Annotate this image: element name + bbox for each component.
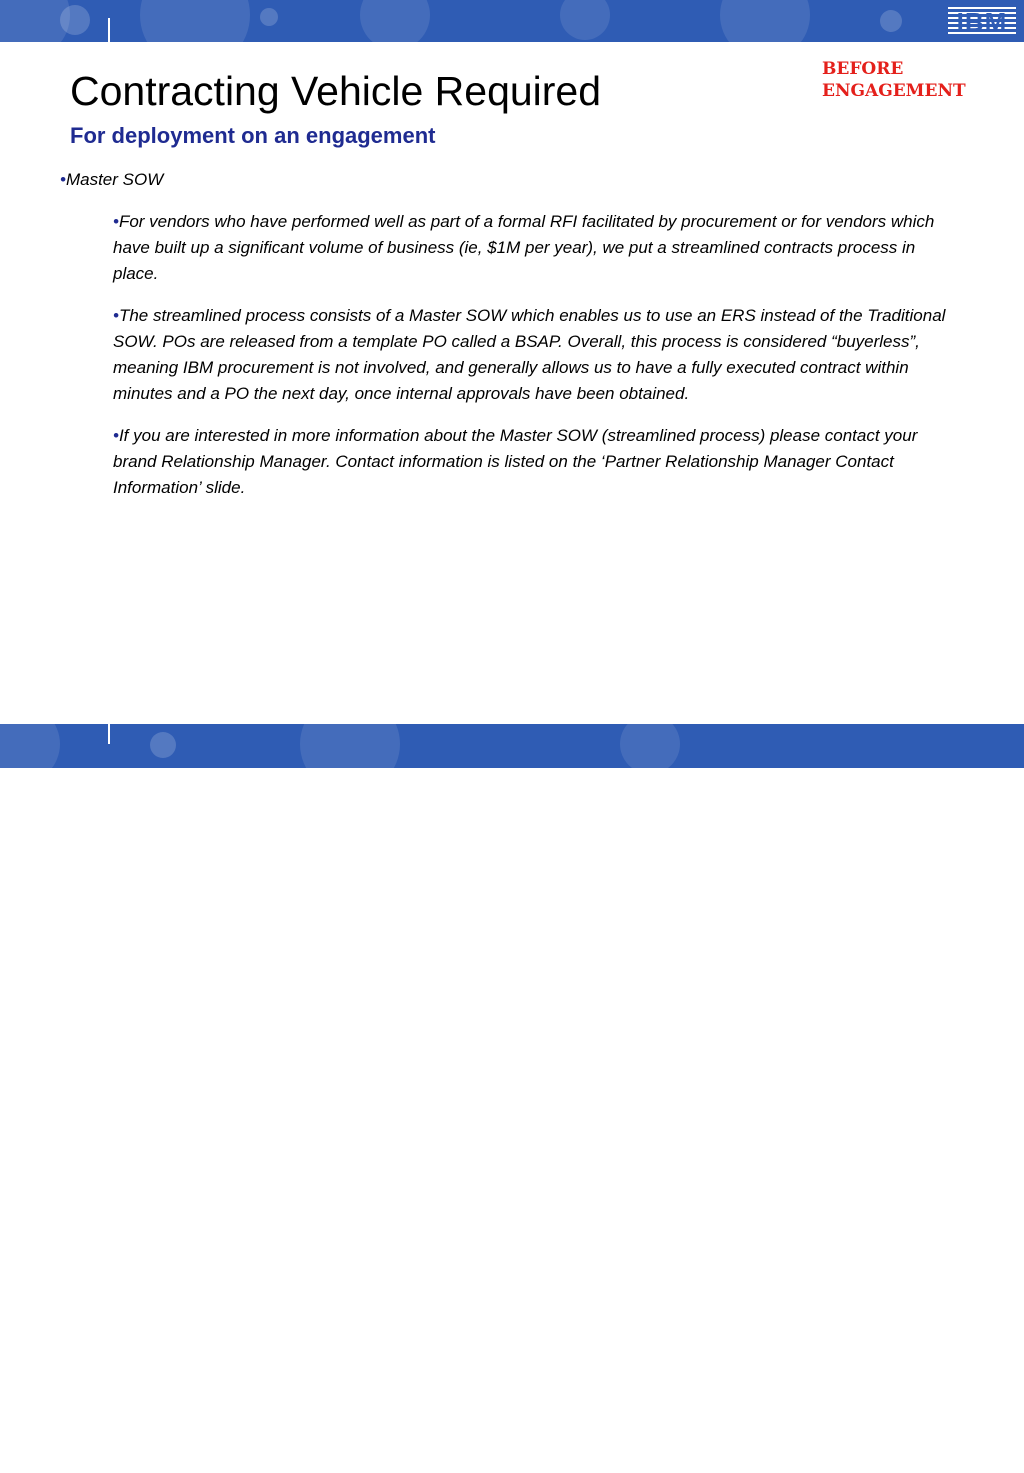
sub-bullet [113,303,948,407]
bullet-list [60,170,960,517]
bullet-dot-icon: • [113,306,119,325]
header-band [0,0,1024,42]
slide-subtitle: For deployment on an engagement [70,123,436,148]
sub-bullet-text: For vendors who have performed well as part of a formal RFI facilitated by procurement or for vendors which have built up a significant volume of business (ie, $1M per year), we put a streamlined contracts process in place. [113,212,935,283]
bullet-dot-icon: • [113,426,119,445]
sub-bullet [113,209,948,287]
sub-bullet-text: The streamlined process consists of a Master SOW which enables us to use an ERS instead of the Traditional SOW. POs are released from a template PO called a BSAP. Overall, this process is considered “buyerless”, meaning IBM procurement is not involved, and generally allows us to have a fully executed contract within minutes and a PO the next day, once internal approvals have been obtained. [113,306,946,403]
ibm-logo [948,4,1016,36]
copyright: © 2005 IBM Corporation [859,1458,1000,1473]
page-number: 6 [28,1458,35,1472]
sub-bullet [113,423,948,501]
stamp-line-1: BEFORE [822,59,904,79]
svg-text:IBM: IBM [956,7,1008,37]
stamp-line-2: ENGAGEMENT [822,81,966,101]
bullet-text: Master SOW [65,170,164,189]
bullet-dot-icon: • [60,170,66,189]
slide-title: Contracting Vehicle Required [70,68,602,114]
footer-band [0,724,1024,1473]
sub-bullet-text: If you are interested in more information about the Master SOW (streamlined process) please contact your brand Relationship Manager. Contact information is listed on the ‘Partner Relationship Manager Contact Information’ slide. [113,426,918,497]
before-engagement-stamp [822,58,966,102]
bullet-master-sow [60,170,960,190]
bullet-dot-icon: • [113,212,119,231]
